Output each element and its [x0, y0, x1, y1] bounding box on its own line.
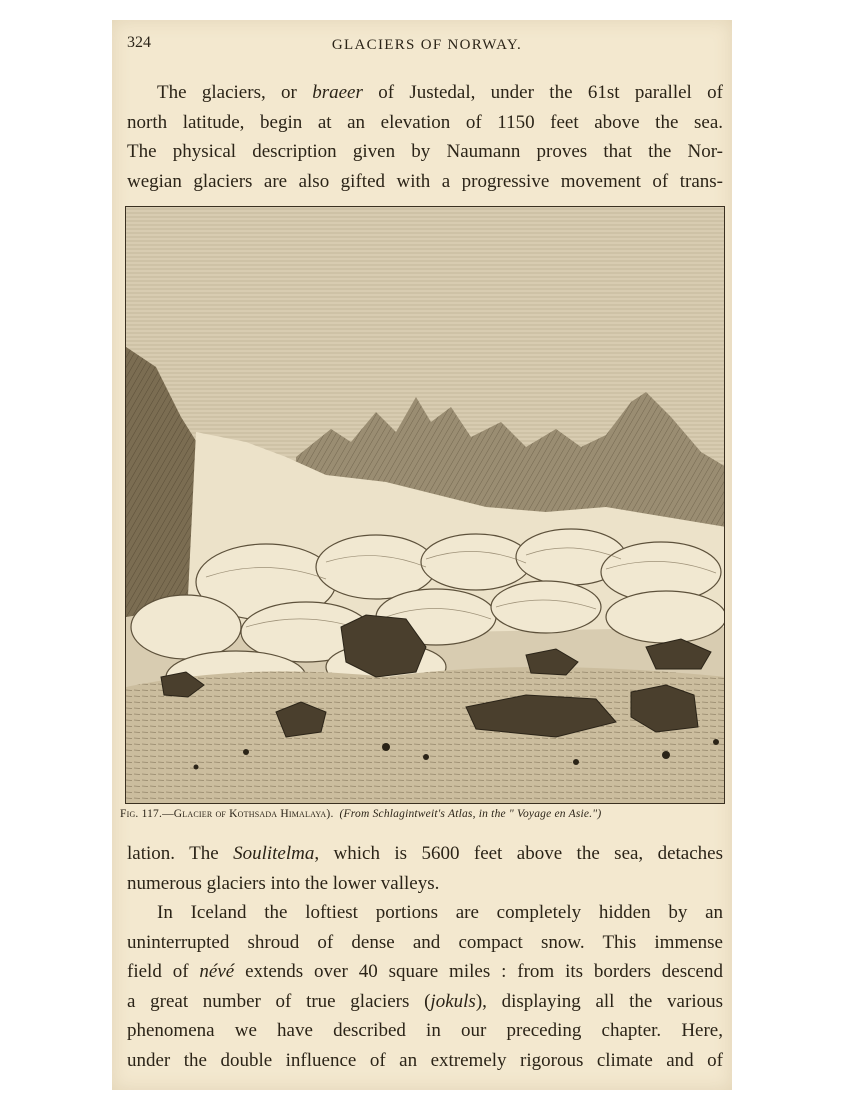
- text-line: In Iceland the loftiest portions are completely hidden by an: [157, 902, 723, 923]
- text-line: phenomena we have described in our preceding chapter. Here,: [127, 1020, 723, 1041]
- page-number: 324: [127, 34, 151, 51]
- caption-label: Fig. 117.—Glacier of Kothsada Himalaya).: [120, 808, 334, 820]
- text-line: lation. The Soulitelma, which is 5600 feet above the sea, detaches: [127, 843, 724, 864]
- caption-source: (From Schlagintweit's Atlas, in the " Voyage en Asie."): [339, 808, 602, 820]
- text-line: a great number of true glaciers (jokuls), displaying all the various: [127, 990, 723, 1012]
- glacier-engraving: [125, 206, 725, 804]
- figure-caption: [120, 808, 730, 820]
- text-line: under the double influence of an extremely rigorous climate and of: [127, 1049, 723, 1071]
- text-line: The physical description given by Naumann proves that the Nor-: [127, 141, 723, 162]
- running-head: [127, 32, 727, 58]
- running-title: GLACIERS OF NORWAY.: [331, 37, 523, 53]
- text-line: field of névé extends over 40 square miles : from its borders descend: [127, 961, 723, 982]
- text-line: The glaciers, or braeer of Justedal, under the 61st parallel of: [157, 82, 723, 103]
- text-line: north latitude, begin at an elevation of 1150 feet above the sea.: [127, 111, 723, 133]
- text-line: wegian glaciers are also gifted with a progressive movement of trans-: [127, 170, 723, 192]
- paragraph-top: [127, 78, 723, 196]
- paragraph-bottom: [127, 839, 723, 1075]
- text-line: uninterrupted shroud of dense and compact snow. This immense: [127, 931, 723, 953]
- text-line: numerous glaciers into the lower valleys.: [127, 872, 440, 894]
